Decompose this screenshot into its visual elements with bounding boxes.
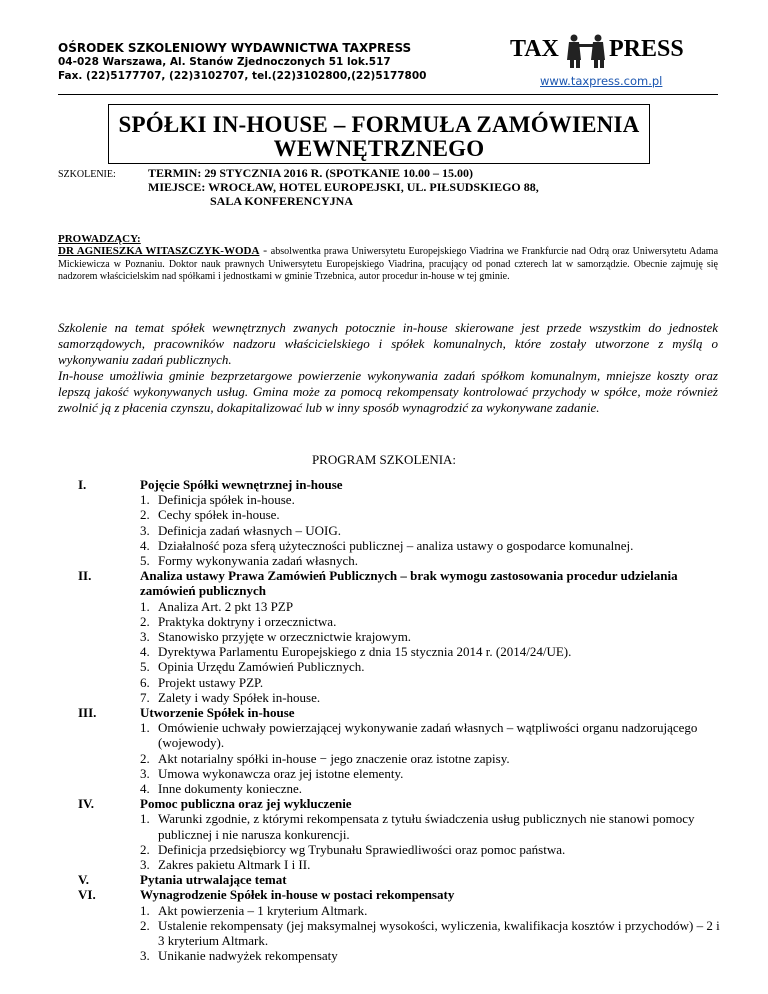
item-text: Inne dokumenty konieczne. xyxy=(158,781,303,797)
section-title xyxy=(140,872,728,887)
section-title-bold: Wynagrodzenie Spółek in-house w postaci rekompensaty xyxy=(140,887,455,903)
org-address: 04-028 Warszawa, Al. Stanów Zjednoczonych 51 lok.517 xyxy=(58,56,391,68)
title-line-1: SPÓŁKI IN-HOUSE – FORMUŁA ZAMÓWIENIA xyxy=(118,112,640,137)
item-number: 1. xyxy=(140,598,150,614)
section-title xyxy=(140,568,728,598)
item-text: Zalety i wady Spółek in-house. xyxy=(158,689,321,705)
training-label: SZKOLENIE: xyxy=(58,169,116,180)
program-item xyxy=(140,523,728,538)
section-title-bold: Utworzenie Spółek in-house xyxy=(140,705,295,721)
intro-paragraph-1: Szkolenie na temat spółek wewnętrznych zwanych potocznie in-house skierowane jest przede wszystkim do jednostek samorządowych, pracowników nadzoru właścicielskiego i spółek komunalnych, które zostały utworzone z myślą o wykonywaniu zadań publicznych. xyxy=(58,320,718,367)
item-number: 1. xyxy=(140,902,150,918)
trainer-label: PROWADZĄCY: xyxy=(58,233,141,245)
item-text: Akt notarialny spółki in-house − jego znaczenie oraz istotne zapisy. xyxy=(158,750,510,766)
training-place: MIEJSCE: WROCŁAW, HOTEL EUROPEJSKI, UL. PIŁSUDSKIEGO 88, xyxy=(148,180,539,194)
program-item xyxy=(140,720,728,750)
item-number: 2. xyxy=(140,507,150,523)
program-item xyxy=(140,599,728,614)
header-divider xyxy=(58,94,718,95)
section-number: I. xyxy=(78,477,87,492)
item-number: 3. xyxy=(140,857,150,873)
item-text: Umowa wykonawcza oraz jej istotne elementy. xyxy=(158,765,404,781)
intro xyxy=(58,320,718,416)
trainer-dash: - xyxy=(259,243,271,257)
item-number: 4. xyxy=(140,644,150,660)
item-number: 3. xyxy=(140,629,150,645)
program-section xyxy=(58,477,728,568)
program-item xyxy=(140,492,728,507)
training-details xyxy=(148,166,539,208)
section-title xyxy=(140,887,728,902)
section-title-bold: Pytania utrwalające temat xyxy=(140,872,287,888)
section-number: III. xyxy=(78,705,97,721)
section-number: IV. xyxy=(78,796,95,812)
item-number: 4. xyxy=(140,537,150,553)
section-number: II. xyxy=(78,568,92,584)
taxpress-logo xyxy=(508,30,688,70)
section-title xyxy=(140,705,728,720)
program-item xyxy=(140,659,728,674)
section-title-rest: – brak wymogu zastosowania procedur udzielania zamówień publicznych xyxy=(140,568,678,599)
item-text: Definicja przedsiębiorcy wg Trybunału Sprawiedliwości oraz pomoc państwa. xyxy=(158,841,566,857)
item-text: Praktyka doktryny i orzecznictwa. xyxy=(158,613,337,629)
item-number: 6. xyxy=(140,674,150,690)
section-title xyxy=(140,796,728,811)
org-name: OŚRODEK SZKOLENIOWY WYDAWNICTWA TAXPRESS xyxy=(58,41,412,55)
trainer-name: DR AGNIESZKA WITASZCZYK-WODA xyxy=(58,245,260,257)
item-text: Stanowisko przyjęte w orzecznictwie krajowym. xyxy=(158,629,412,645)
program-section xyxy=(58,568,728,705)
program-item xyxy=(140,614,728,629)
logo-text-right: PRESS xyxy=(609,36,684,62)
program-item xyxy=(140,766,728,781)
item-text: Definicja zadań własnych – UOIG. xyxy=(158,522,342,538)
item-text: Omówienie uchwały powierzającej wykonywanie zadań własnych – wątpliwości organu nadzorującego (wojewody). xyxy=(158,720,698,751)
item-text: Formy wykonywania zadań własnych. xyxy=(158,553,359,569)
trainer-bio xyxy=(58,244,718,284)
title-line-2: WEWNĘTRZNEGO xyxy=(273,136,485,161)
program-item xyxy=(140,629,728,644)
org-contact: Fax. (22)5177707, (22)3102707, tel.(22)3102800,(22)5177800 xyxy=(58,70,427,82)
item-text: Ustalenie rekompensaty (jej maksymalnej wysokości, wyliczenia, kwalifikacja kosztów i przychodów) – 2 i 3 kryterium Altmark. xyxy=(158,917,720,949)
item-text: Zakres pakietu Altmark I i II. xyxy=(158,857,311,873)
item-number: 5. xyxy=(140,553,150,569)
item-text: Projekt ustawy PZP. xyxy=(158,674,264,690)
logo-figures-icon xyxy=(567,35,605,69)
item-text: Opinia Urzędu Zamówień Publicznych. xyxy=(158,659,365,675)
item-text: Akt powierzenia – 1 kryterium Altmark. xyxy=(158,902,368,918)
program-item xyxy=(140,857,728,872)
item-text: Warunki zgodnie, z którymi rekompensata z tytułu świadczenia usług publicznych nie stanowi pomocy publicznej i nie narusza konkurencji. xyxy=(158,811,695,842)
section-number: VI. xyxy=(78,887,96,903)
item-text: Działalność poza sferą użyteczności publicznej – analiza ustawy o gospodarce komunalnej. xyxy=(158,537,634,553)
program-item xyxy=(140,538,728,553)
item-number: 5. xyxy=(140,659,150,675)
item-text: Definicja spółek in-house. xyxy=(158,492,295,508)
program-item xyxy=(140,781,728,796)
program-item xyxy=(140,507,728,522)
program-item xyxy=(140,811,728,841)
item-number: 3. xyxy=(140,948,150,964)
item-number: 7. xyxy=(140,689,150,705)
intro-paragraph-2: In-house umożliwia gminie bezprzetargowe powierzenie wykonywania zadań spółkom komunalnym, mniejsze koszty oraz lepszą jakość wykonywanych usług. Gmina może za pomocą rekompensaty kontrolować przychody w spółce, może również zwolnić ją z płacenia czynszu, dokapitalizować lub w inny sposób wynagrodzić za wykonywane zadanie. xyxy=(58,368,718,415)
training-term: TERMIN: 29 STYCZNIA 2016 R. (SPOTKANIE 10.00 – 15.00) xyxy=(148,166,474,180)
item-number: 1. xyxy=(140,811,150,827)
item-number: 2. xyxy=(140,613,150,629)
program-item xyxy=(140,918,728,948)
item-number: 2. xyxy=(140,750,150,766)
section-title-bold: Pojęcie Spółki wewnętrznej in-house xyxy=(140,477,343,492)
program-section xyxy=(58,705,728,796)
item-number: 2. xyxy=(140,841,150,857)
section-title-bold: Analiza ustawy Prawa Zamówień Publicznych xyxy=(140,568,398,584)
title-box xyxy=(108,104,650,164)
item-number: 1. xyxy=(140,720,150,736)
program-item xyxy=(140,690,728,705)
program-section xyxy=(58,887,728,963)
item-number: 1. xyxy=(140,492,150,508)
program-item xyxy=(140,842,728,857)
program-section xyxy=(58,872,728,887)
section-title-bold: Pomoc publiczna oraz jej wykluczenie xyxy=(140,796,352,812)
section-number: V. xyxy=(78,872,89,888)
program-item xyxy=(140,903,728,918)
item-number: 2. xyxy=(140,917,150,933)
trainer-bio-text: absolwentka prawa Uniwersytetu Europejskiego Viadrina we Frankfurcie nad Odrą oraz Uniwersytetu Adama Mickiewicza w Poznaniu. Doktor nauk prawnych Uniwersytetu Europejskiego Viadrina, pracujący od ponad czterech lat w samorządzie. Obecnie zajmuję się nadzorem właścicielskim nad spółkami i jednostkami w gminie Trzebnica, autor procedur in-house w tej gminie. xyxy=(58,246,719,283)
section-title xyxy=(140,477,728,492)
program-item xyxy=(140,644,728,659)
program-list xyxy=(58,477,728,964)
program-item xyxy=(140,675,728,690)
item-number: 3. xyxy=(140,765,150,781)
program-heading: PROGRAM SZKOLENIA: xyxy=(311,452,457,467)
item-number: 4. xyxy=(140,781,150,797)
program-item xyxy=(140,553,728,568)
item-text: Analiza Art. 2 pkt 13 PZP xyxy=(158,598,294,614)
program-item xyxy=(140,751,728,766)
logo-text-left: TAX xyxy=(510,36,559,62)
program-section xyxy=(58,796,728,872)
program-item xyxy=(140,948,728,963)
training-room: SALA KONFERENCYJNA xyxy=(210,194,354,208)
item-text: Cechy spółek in-house. xyxy=(158,507,280,523)
website-link[interactable]: www.taxpress.com.pl xyxy=(540,74,663,88)
item-number: 3. xyxy=(140,522,150,538)
item-text: Unikanie nadwyżek rekompensaty xyxy=(158,948,338,964)
item-text: Dyrektywa Parlamentu Europejskiego z dnia 15 stycznia 2014 r. (2014/24/UE). xyxy=(158,644,572,660)
